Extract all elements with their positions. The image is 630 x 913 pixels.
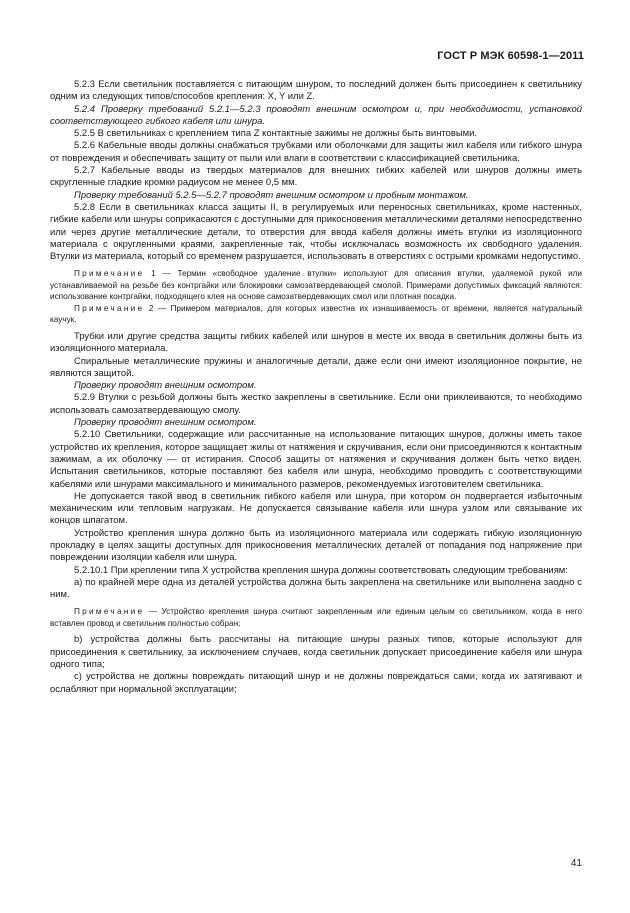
clause-5-2-8: 5.2.8 Если в светильниках класса защиты II, в регулируемых или переносных светильниках, кроме настенных, гибкие кабели или шнуры соприкасаются с доступными для прикосновения металлическими деталями непосредственно или через другие металлические детали, то отверстия для ввода кабеля должны иметь втулки из изоляционного материала с округленными краями, закрепленные так, чтобы исключалась возможность их свободного удаления. Втулки из материала, который со временем разрушается, использовать в отверстиях с острыми кромками недопустимо.	[50, 201, 582, 263]
note-text: 2 — Примером материалов, для которых известна их изнашиваемость от времени, является натуральный каучук.	[50, 303, 582, 325]
note-label: Примечание	[74, 303, 145, 313]
clause-5-2-10-1: 5.2.10.1 При креплении типа X устройства крепления шнура должны соответствовать следующим требованиям:	[74, 564, 568, 576]
spring-requirement: Спиральные металлические пружины и аналогичные детали, даже если они имеют изоляционное покрытие, не являются защитой.	[50, 355, 582, 379]
page-number: 41	[570, 858, 582, 869]
clause-5-2-4: 5.2.4 Проверку требований 5.2.1—5.2.3 проводят внешним осмотром и, при необходимости, установкой соответствующего гибкого кабеля или шнура.	[50, 103, 582, 127]
clause-5-2-9: 5.2.9 Втулки с резьбой должны быть жестко закреплены в светильнике. Если они приклеиваются, то необходимо использовать самозатвердевающую смолу.	[50, 392, 582, 416]
check-visual-2: Проверку проводят внешним осмотром.	[74, 417, 257, 429]
note-label: Примечание	[74, 607, 145, 617]
clause-5-2-10: 5.2.10 Светильники, содержащие или рассчитанные на использование питающих шнуров, должны иметь такое устройство их крепления, которое защищает жилы от натяжения и скручивания, если они присоединяются к контактным зажимам, а их оболочку — от истирания. Способ защиты от натяжения и скручивания должен быть четко виден. Испытания светильников, которые поставляют без кабеля или шнура, необходимо проводить с соответствующими кабелями или шнурами максимального и минимального размеров, рекомендуемых изготовителем светильника.	[50, 429, 582, 490]
note-text: — Устройство крепления шнура считают закрепленным или единым целым со светильником, когда в него вставлен провод и светильник полностью собран;	[50, 607, 582, 628]
anchorage-material: Устройство крепления шнура должно быть из изоляционного материала или содержать гибкую изоляционную прокладку в целях защиты доступных для прикосновения металлических деталей от попадания под напряжение при повреждении изоляции кабеля или шнура.	[50, 527, 582, 564]
note-3	[50, 606, 582, 629]
clause-5-2-3: 5.2.3 Если светильник поставляется с питающим шнуром, то последний должен быть присоединен к светильнику одним из следующих типов/способов крепления: X, Y или Z.	[50, 79, 582, 103]
note-2	[50, 303, 582, 326]
note-text: 1 — Термин «свободное удаление втулки» используют для описания втулки, удаляемой рукой или устанавливаемой на резьбе без контргайки или блокировки самозатвердевающей смолой. Примерами допустимых фиксаций являются: использование контргайки, подходящего клея на основе самозатвердевающих смол или плотная посадка.	[50, 269, 582, 302]
clause-5-2-5: 5.2.5 В светильниках с креплением типа Z контактные зажимы не должны быть винтовыми.	[74, 128, 478, 140]
item-b: b) устройства должны быть рассчитаны на питающие шнуры разных типов, которые используют для присоединения к светильнику, за исключением случаев, когда светильник допускает присоединение кабеля или шнура одного типа;	[50, 634, 582, 671]
note-1	[50, 268, 582, 303]
cable-entry-requirement: Не допускается такой ввод в светильник гибкого кабеля или шнура, при котором он подвергается избыточным механическим или тепловым нагрузкам. Не допускается связывание кабеля или шнура узлом или связывание их концов шпагатом.	[50, 490, 582, 527]
note-label: Примечание	[74, 269, 145, 279]
standard-header: ГОСТ Р МЭК 60598-1—2011	[437, 50, 584, 62]
item-c: c) устройства не должны повреждать питающий шнур и не должны повреждаться сами, когда их затягивают и ослабляют при нормальной эксплуатации;	[50, 671, 582, 695]
tube-requirement: Трубки или другие средства защиты гибких кабелей или шнуров в месте их ввода в светильник должны быть из изоляционного материала.	[50, 330, 582, 355]
check-visual-1: Проверку проводят внешним осмотром.	[74, 380, 257, 392]
check-5-2-5-7: Проверку требований 5.2.5—5.2.7 проводят внешним осмотром и пробным монтажом.	[74, 189, 469, 201]
clause-5-2-6: 5.2.6 Кабельные вводы должны снабжаться трубками или оболочками для защиты жил кабеля или гибкого шнура от повреждения и обеспечивать защиту от пыли или влаги в соответствии с классификацией светильника.	[50, 140, 582, 164]
item-a: a) по крайней мере одна из деталей устройства должна быть закреплена на светильнике или выполнена заодно с ним.	[50, 576, 582, 601]
document-body	[50, 79, 582, 696]
clause-5-2-7: 5.2.7 Кабельные вводы из твердых материалов для внешних гибких кабелей или шнуров должны иметь скругленные гладкие кромки радиусом не менее 0,5 мм.	[50, 165, 582, 189]
